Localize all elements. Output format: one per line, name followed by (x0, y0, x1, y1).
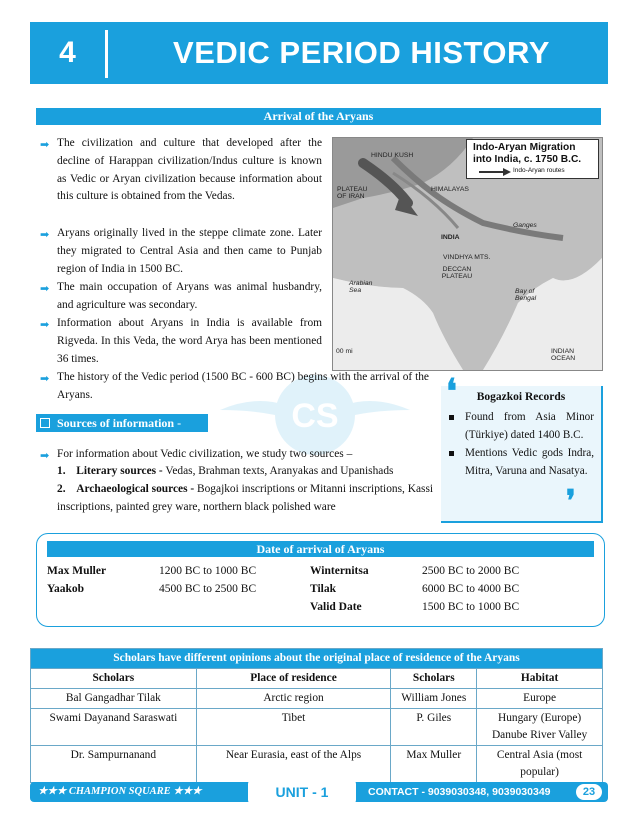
table-header: Place of residence (196, 669, 391, 689)
table-header: Habitat (477, 669, 603, 689)
table-cell: Central Asia (most popular) (477, 746, 603, 783)
svg-text:CS: CS (291, 397, 339, 435)
table-row (31, 689, 603, 709)
date-right-range-3: 1500 BC to 1000 BC (422, 601, 520, 613)
footer-unit: UNIT - 1 (248, 780, 356, 804)
table-cell: William Jones (391, 689, 477, 709)
arrival-bullet-4: Information about Aryans in India is available from Rigveda. In this Veda, the word Arya has been mentioned 36 times. (57, 317, 322, 365)
label-hindu-kush: HINDU KUSH (371, 152, 414, 159)
bogazkoi-item-2: Mentions Vedic gods Indra, Mitra, Varuna and Nasatya. (465, 447, 594, 477)
table-cell: Arctic region (196, 689, 391, 709)
date-right-range-2: 6000 BC to 4000 BC (422, 583, 520, 595)
label-scale: 00 mi (336, 348, 353, 355)
source-item-2-text: Bogajkoi inscriptions or Mitanni inscriptions, Kassi inscriptions, painted grey ware, northern black polished ware (57, 483, 434, 513)
label-bay-of-bengal: Bay of Bengal (515, 288, 537, 302)
source-item-2-label: Archaeological sources - (76, 483, 195, 495)
label-vindhya: VINDHYA MTS. (443, 254, 491, 261)
scholars-table (30, 648, 603, 783)
table-row (31, 709, 603, 746)
date-left-name-1: Max Muller (47, 565, 107, 577)
source-item-2-num: 2. (57, 483, 66, 495)
bogazkoi-item-1: Found from Asia Minor (Türkiye) dated 1400 B.C. (465, 411, 594, 441)
map-title: Indo-Aryan Migration into India, c. 1750 B.C. (473, 142, 582, 165)
arrival-heading: Arrival of the Aryans (36, 108, 601, 125)
table-caption-row (31, 649, 603, 669)
table-header: Scholars (391, 669, 477, 689)
date-right-range-1: 2500 BC to 2000 BC (422, 565, 520, 577)
arrival-bullet-2: Aryans originally lived in the steppe climate zone. Later they migrated to Central Asia and then came to Punjab region of India in 1500 BC. (57, 227, 322, 275)
quote-close-icon: ❜ (566, 485, 576, 518)
source-item-1 (57, 463, 437, 481)
source-item-1-label: Literary sources - (76, 465, 163, 477)
bullet-arrow-icon (40, 138, 49, 151)
date-left-range-2: 4500 BC to 2500 BC (159, 583, 257, 595)
date-right-name-1: Winternitsa (310, 565, 369, 577)
label-ganges: Ganges (513, 222, 537, 229)
bullet-arrow-icon (40, 282, 49, 295)
table-caption: Scholars have different opinions about the original place of residence of the Aryans (31, 649, 603, 669)
bogazkoi-title: Bogazkoi Records (476, 391, 566, 403)
date-box-title: Date of arrival of Aryans (47, 541, 594, 557)
label-deccan: DECCAN PLATEAU (441, 266, 473, 280)
date-left-range-1: 1200 BC to 1000 BC (159, 565, 257, 577)
footer-contact: CONTACT - 9039030348, 9039030349 (368, 786, 551, 798)
table-row (31, 746, 603, 783)
bullet-arrow-icon (40, 449, 49, 462)
sources-heading-text: Sources of information - (57, 416, 182, 430)
square-bullet-icon (449, 415, 454, 420)
footer (30, 782, 608, 802)
footer-brand: ★★★ CHAMPION SQUARE ★★★ (38, 786, 202, 797)
map-legend (466, 139, 599, 179)
chapter-title: VEDIC PERIOD HISTORY (173, 35, 550, 70)
label-plateau-iran: PLATEAU OF IRAN (337, 186, 368, 200)
chapter-header (30, 22, 608, 84)
source-item-2 (57, 481, 437, 517)
table-cell: Hungary (Europe) Danube River Valley (477, 709, 603, 746)
bullet-arrow-icon (40, 372, 49, 385)
checkbox-icon (40, 418, 50, 428)
sources-heading (36, 414, 208, 432)
table-cell: Europe (477, 689, 603, 709)
bullet-arrow-icon (40, 228, 49, 241)
date-of-arrival-box (36, 533, 605, 627)
header-divider (105, 30, 108, 78)
route-arrow-icon (479, 168, 511, 176)
page-number: 23 (576, 784, 602, 800)
label-arabian-sea: Arabian Sea (349, 280, 373, 294)
date-right-name-3: Valid Date (310, 601, 362, 613)
bogazkoi-box (441, 386, 603, 523)
chapter-number: 4 (59, 36, 76, 69)
map-legend-route: Indo-Aryan routes (513, 167, 565, 174)
label-himalayas: HIMALAYAS (431, 186, 469, 193)
square-bullet-icon (449, 451, 454, 456)
quote-open-icon: ❛ (446, 373, 457, 411)
label-indian-ocean: INDIAN OCEAN (551, 348, 576, 362)
arrival-bullet-1: The civilization and culture that developed after the decline of Harappan civilization/Indus culture is known as Vedic or Aryan civilization because information about this culture is obtained from the Vedas. (57, 137, 322, 203)
bullet-arrow-icon (40, 318, 49, 331)
date-right-name-2: Tilak (310, 583, 336, 595)
table-cell: Swami Dayanand Saraswati (31, 709, 197, 746)
table-cell: Dr. Sampurnanand (31, 746, 197, 783)
source-item-1-num: 1. (57, 465, 66, 477)
sources-intro: For information about Vedic civilization, we study two sources – (57, 448, 353, 460)
arrival-bullet-3: The main occupation of Aryans was animal husbandry, and agriculture was secondary. (57, 281, 322, 311)
table-header: Scholars (31, 669, 197, 689)
table-cell: Max Muller (391, 746, 477, 783)
date-left-name-2: Yaakob (47, 583, 85, 595)
table-cell: Near Eurasia, east of the Alps (196, 746, 391, 783)
table-cell: Tibet (196, 709, 391, 746)
label-india: INDIA (441, 234, 460, 241)
table-cell: Bal Gangadhar Tilak (31, 689, 197, 709)
arrival-bullet-5: The history of the Vedic period (1500 BC - 600 BC) begins with the arrival of the Aryans. (57, 371, 429, 401)
table-header-row (31, 669, 603, 689)
source-item-1-text: Vedas, Brahman texts, Aranyakas and Upanishads (162, 465, 394, 477)
table-cell: P. Giles (391, 709, 477, 746)
